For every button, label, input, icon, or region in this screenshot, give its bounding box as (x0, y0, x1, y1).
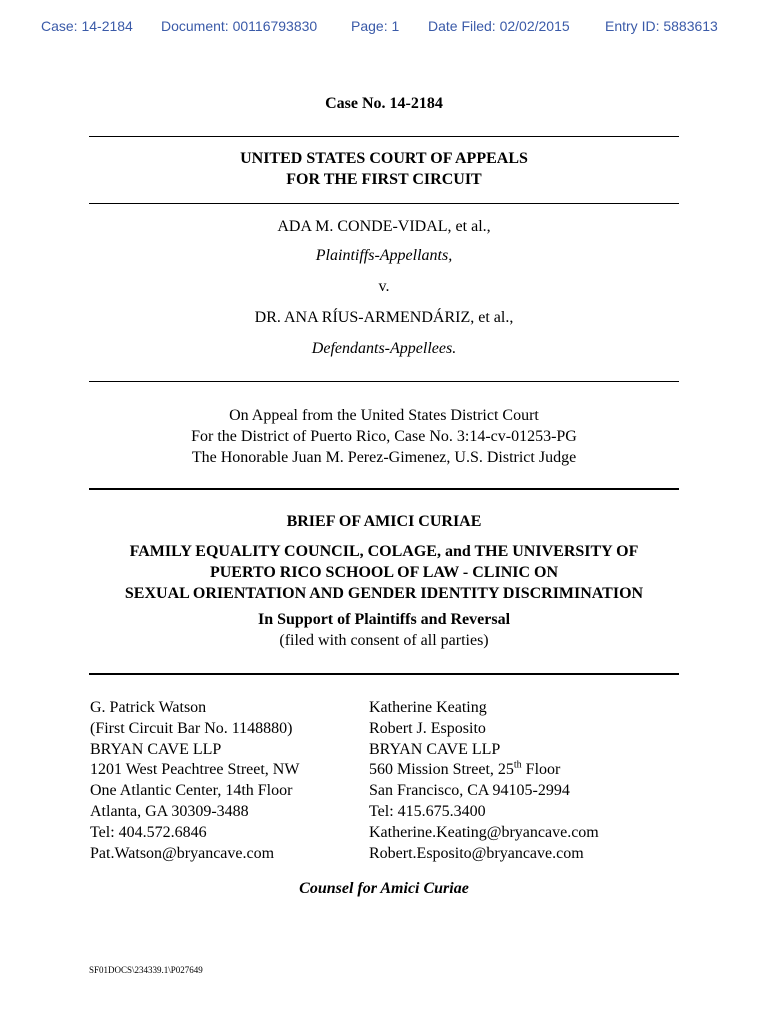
filing-header (0, 18, 768, 38)
divider (89, 488, 679, 490)
counsel-right-city: San Francisco, CA 94105-2994 (369, 782, 570, 800)
support-statement: In Support of Plaintiffs and Reversal (257, 611, 511, 628)
court-line-1: UNITED STATES COURT OF APPEALS (240, 150, 528, 167)
footer-doc-code: SF01DOCS\234339.1\P027649 (89, 965, 203, 975)
counsel-right-firm: BRYAN CAVE LLP (369, 740, 501, 758)
header-entry-id: Entry ID: 5883613 (605, 18, 718, 34)
versus: v. (378, 278, 390, 295)
appeal-line-2: For the District of Puerto Rico, Case No. 3:14-cv-01253-PG (191, 428, 577, 445)
amici-line-2: PUERTO RICO SCHOOL OF LAW - CLINIC ON (209, 564, 559, 581)
header-page: Page: 1 (351, 18, 400, 34)
street-ordinal: th (513, 760, 522, 772)
plaintiff-name: ADA M. CONDE-VIDAL, et al., (277, 218, 491, 235)
counsel-left-line: G. Patrick Watson (90, 699, 207, 716)
counsel-left-line: 1201 West Peachtree Street, NW (90, 761, 300, 779)
defendant-name: DR. ANA RÍUS-ARMENDÁRIZ, et al., (254, 309, 514, 326)
header-document: Document: 00116793830 (161, 18, 318, 34)
divider (89, 203, 679, 204)
court-name (0, 148, 768, 190)
divider (89, 673, 679, 675)
counsel-right-name-2: Robert J. Esposito (369, 719, 486, 737)
defendant-role: Defendants-Appellees. (311, 340, 457, 357)
counsel-label: Counsel for Amici Curiae (299, 880, 469, 897)
case-number: Case No. 14-2184 (325, 95, 443, 112)
street-floor: Floor (521, 761, 561, 779)
consent-note: (filed with consent of all parties) (279, 632, 489, 649)
counsel-left-line: Atlanta, GA 30309-3488 (90, 802, 249, 820)
counsel-right (369, 698, 599, 864)
counsel-right-tel: Tel: 415.675.3400 (369, 802, 486, 820)
amici-line-3: SEXUAL ORIENTATION AND GENDER IDENTITY DISCRIMINATION (124, 585, 644, 602)
plaintiff-role: Plaintiffs-Appellants, (315, 247, 453, 264)
counsel-right-email-1[interactable]: Katherine.Keating@bryancave.com (369, 823, 599, 841)
counsel-left-email[interactable]: Pat.Watson@bryancave.com (90, 844, 275, 862)
brief-title: BRIEF OF AMICI CURIAE (286, 513, 482, 530)
counsel-right-name-1: Katherine Keating (369, 699, 487, 716)
street-text: 560 Mission Street, 25 (369, 761, 514, 779)
header-date-filed: Date Filed: 02/02/2015 (428, 18, 570, 34)
appeal-line-1: On Appeal from the United States District Court (229, 407, 539, 424)
divider (89, 381, 679, 382)
counsel-left-line: BRYAN CAVE LLP (90, 740, 222, 758)
counsel-left-line: Tel: 404.572.6846 (90, 823, 207, 841)
divider (89, 136, 679, 137)
counsel-left-line: One Atlantic Center, 14th Floor (90, 782, 293, 800)
counsel-left (90, 698, 299, 864)
court-line-2: FOR THE FIRST CIRCUIT (286, 171, 482, 188)
appeal-info (0, 405, 768, 468)
counsel-right-email-2[interactable]: Robert.Esposito@bryancave.com (369, 844, 584, 862)
header-case: Case: 14-2184 (41, 18, 133, 34)
counsel-left-line: (First Circuit Bar No. 1148880) (90, 719, 293, 737)
amici-line-1: FAMILY EQUALITY COUNCIL, COLAGE, and THE UNIVERSITY OF (129, 543, 639, 560)
amici-names (0, 541, 768, 604)
counsel-right-street (369, 760, 599, 781)
appeal-line-3: The Honorable Juan M. Perez-Gimenez, U.S. District Judge (191, 449, 577, 466)
